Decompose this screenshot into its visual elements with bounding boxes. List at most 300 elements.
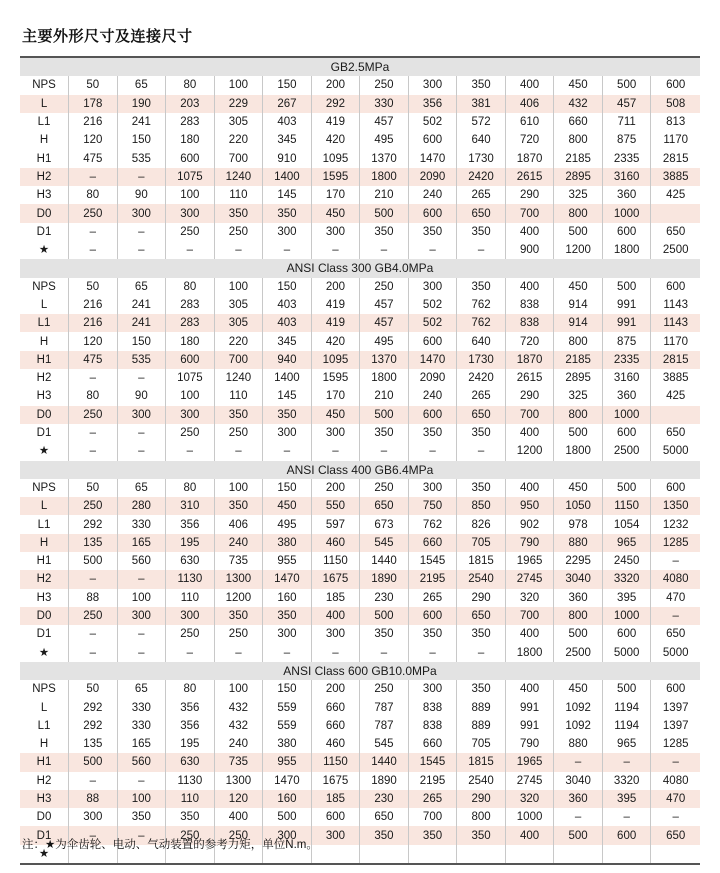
table-cell: 250 (166, 424, 215, 442)
table-cell: 762 (408, 515, 457, 533)
table-cell: 1095 (311, 149, 360, 167)
table-row (20, 223, 700, 241)
table-cell: – (457, 241, 506, 259)
row-label: H (20, 131, 69, 149)
table-cell: 350 (457, 826, 506, 844)
table-cell: 300 (166, 204, 215, 222)
table-cell: 500 (554, 625, 603, 643)
table-cell: 720 (505, 131, 554, 149)
table-cell: 600 (651, 76, 700, 94)
table-cell: 600 (166, 351, 215, 369)
table-cell: 5000 (651, 644, 700, 662)
table-cell: 100 (214, 278, 263, 296)
row-label: H1 (20, 149, 69, 167)
section-title: GB2.5MPa (20, 57, 700, 76)
table-cell: 650 (457, 204, 506, 222)
table-row (20, 497, 700, 515)
table-row (20, 534, 700, 552)
table-cell: – (117, 625, 166, 643)
table-cell: 1675 (311, 570, 360, 588)
table-cell: 185 (311, 589, 360, 607)
table-cell: 700 (408, 808, 457, 826)
table-cell: 250 (360, 479, 409, 497)
table-cell: 395 (602, 790, 651, 808)
table-cell: 650 (360, 497, 409, 515)
table-cell: 300 (117, 204, 166, 222)
table-cell: 1075 (166, 168, 215, 186)
table-row (20, 625, 700, 643)
table-cell: 1800 (360, 369, 409, 387)
row-label: H (20, 332, 69, 350)
table-cell: 330 (360, 95, 409, 113)
table-cell: 1965 (505, 753, 554, 771)
table-cell: 210 (360, 186, 409, 204)
table-cell: 2185 (554, 149, 603, 167)
table-cell: 100 (117, 589, 166, 607)
table-cell: 2895 (554, 168, 603, 186)
table-cell: 160 (263, 589, 312, 607)
dimensions-table (20, 56, 700, 865)
table-cell: 350 (360, 826, 409, 844)
table-cell: 120 (214, 790, 263, 808)
table-cell: 705 (457, 735, 506, 753)
table-cell: – (360, 442, 409, 460)
row-label: D1 (20, 826, 69, 844)
table-cell: 500 (554, 826, 603, 844)
page-title: 主要外形尺寸及连接尺寸 (22, 28, 193, 45)
table-cell: 1170 (651, 332, 700, 350)
table-cell: 965 (602, 534, 651, 552)
row-label: D0 (20, 607, 69, 625)
table-cell: 305 (214, 296, 263, 314)
table-cell: 762 (457, 296, 506, 314)
table-cell: 1150 (602, 497, 651, 515)
table-cell: 1000 (602, 204, 651, 222)
table-row (20, 607, 700, 625)
table-cell: 1470 (263, 772, 312, 790)
table-cell: 110 (166, 589, 215, 607)
table-cell: 1800 (554, 442, 603, 460)
table-cell: 1350 (651, 497, 700, 515)
table-cell: 470 (651, 589, 700, 607)
table-row (20, 168, 700, 186)
table-cell: 940 (263, 351, 312, 369)
table-cell: 902 (505, 515, 554, 533)
table-cell: 450 (263, 497, 312, 515)
table-cell: 991 (602, 314, 651, 332)
table-cell: 1170 (651, 131, 700, 149)
table-cell: 250 (166, 826, 215, 844)
table-cell: 350 (360, 424, 409, 442)
table-cell: 150 (263, 278, 312, 296)
table-cell: 100 (117, 790, 166, 808)
table-cell: 400 (505, 479, 554, 497)
table-cell: 292 (69, 698, 118, 716)
table-cell: 350 (457, 278, 506, 296)
table-cell: 100 (214, 680, 263, 698)
table-row (20, 589, 700, 607)
table-cell: 300 (263, 625, 312, 643)
table-cell: 630 (166, 552, 215, 570)
table-cell: 80 (69, 387, 118, 405)
table-cell: 403 (263, 113, 312, 131)
table-cell: 345 (263, 332, 312, 350)
table-cell: 1200 (505, 442, 554, 460)
table-cell: 3320 (602, 772, 651, 790)
table-cell: – (408, 644, 457, 662)
table-cell: 250 (214, 826, 263, 844)
table-cell: 250 (69, 204, 118, 222)
table-cell: 1815 (457, 753, 506, 771)
table-cell: 600 (651, 680, 700, 698)
row-label: D0 (20, 204, 69, 222)
table-row (20, 204, 700, 222)
table-cell: 350 (360, 625, 409, 643)
table-cell: 185 (311, 790, 360, 808)
table-cell: 180 (166, 131, 215, 149)
table-cell: 457 (602, 95, 651, 113)
row-label: H2 (20, 369, 69, 387)
table-cell: 420 (311, 131, 360, 149)
table-cell: 1440 (360, 552, 409, 570)
table-cell: 265 (408, 790, 457, 808)
table-cell: 991 (505, 698, 554, 716)
table-cell: – (69, 223, 118, 241)
table-cell: 400 (505, 278, 554, 296)
table-cell: 800 (554, 607, 603, 625)
table-cell: 1890 (360, 772, 409, 790)
table-cell: 875 (602, 131, 651, 149)
table-cell: 350 (263, 204, 312, 222)
table-cell: 650 (651, 424, 700, 442)
table-cell: 230 (360, 589, 409, 607)
table-cell: – (311, 241, 360, 259)
table-cell: 195 (166, 534, 215, 552)
table-cell: 640 (457, 332, 506, 350)
table-row (20, 790, 700, 808)
table-cell: 135 (69, 534, 118, 552)
table-cell: 300 (117, 607, 166, 625)
table-cell: 1200 (214, 589, 263, 607)
table-cell: 2815 (651, 351, 700, 369)
table-cell: 1194 (602, 717, 651, 735)
table-row (20, 735, 700, 753)
table-cell: 350 (408, 223, 457, 241)
table-cell: 350 (457, 424, 506, 442)
table-cell: 300 (166, 406, 215, 424)
table-cell: 360 (554, 589, 603, 607)
row-label: L (20, 698, 69, 716)
table-cell: 1890 (360, 570, 409, 588)
table-cell: 950 (505, 497, 554, 515)
table-cell: – (408, 442, 457, 460)
table-cell: 1595 (311, 168, 360, 186)
table-cell: 320 (505, 589, 554, 607)
table-cell: 305 (214, 314, 263, 332)
table-cell: 300 (408, 680, 457, 698)
table-cell: 470 (651, 790, 700, 808)
row-label: H1 (20, 753, 69, 771)
row-label: H2 (20, 570, 69, 588)
table-cell: 500 (554, 424, 603, 442)
table-cell: 500 (360, 607, 409, 625)
table-row (20, 296, 700, 314)
table-cell: 290 (457, 589, 506, 607)
table-cell: – (117, 369, 166, 387)
table-cell: 88 (69, 790, 118, 808)
row-label: NPS (20, 278, 69, 296)
table-cell: 790 (505, 534, 554, 552)
table-cell: 65 (117, 680, 166, 698)
table-cell: 300 (311, 625, 360, 643)
table-cell: 700 (214, 149, 263, 167)
table-cell: 200 (311, 278, 360, 296)
table-cell: 600 (166, 149, 215, 167)
table-cell: 330 (117, 717, 166, 735)
row-label: D1 (20, 223, 69, 241)
table-cell: 889 (457, 698, 506, 716)
table-cell: 660 (311, 698, 360, 716)
table-cell: 3885 (651, 168, 700, 186)
table-cell: 4080 (651, 570, 700, 588)
table-cell: 2745 (505, 772, 554, 790)
table-cell: 2195 (408, 772, 457, 790)
table-cell: 700 (505, 204, 554, 222)
table-cell: 265 (457, 387, 506, 405)
table-cell: – (214, 442, 263, 460)
table-cell: 457 (360, 113, 409, 131)
table-cell: 2745 (505, 570, 554, 588)
table-cell: 450 (311, 204, 360, 222)
table-cell: – (69, 644, 118, 662)
row-label: ★ (20, 644, 69, 662)
table-cell: 300 (69, 808, 118, 826)
table-cell: 350 (457, 76, 506, 94)
table-row (20, 95, 700, 113)
table-cell: 460 (311, 735, 360, 753)
table-cell: 80 (166, 479, 215, 497)
table-cell: 350 (214, 607, 263, 625)
table-cell: 1800 (505, 644, 554, 662)
table-cell: 1143 (651, 314, 700, 332)
table-cell: 110 (166, 790, 215, 808)
row-label: D0 (20, 808, 69, 826)
table-cell: 400 (311, 607, 360, 625)
table-cell: 457 (360, 296, 409, 314)
table-cell: 914 (554, 296, 603, 314)
table-cell: 150 (117, 332, 166, 350)
table-cell: 630 (166, 753, 215, 771)
table-row (20, 515, 700, 533)
table-cell: 230 (360, 790, 409, 808)
table-cell: 2815 (651, 149, 700, 167)
table-cell: 640 (457, 131, 506, 149)
table-cell: 1050 (554, 497, 603, 515)
table-cell: 380 (263, 735, 312, 753)
table-cell: 790 (505, 735, 554, 753)
table-cell: 600 (602, 223, 651, 241)
row-label: ★ (20, 845, 69, 864)
table-cell: 150 (263, 680, 312, 698)
row-label: NPS (20, 76, 69, 94)
table-cell: 1545 (408, 753, 457, 771)
table-cell: 1240 (214, 369, 263, 387)
section-header (20, 662, 700, 680)
section-title: ANSI Class 300 GB4.0MPa (20, 259, 700, 277)
table-cell: 813 (651, 113, 700, 131)
table-cell: 381 (457, 95, 506, 113)
table-cell: 403 (263, 314, 312, 332)
table-cell: 1194 (602, 698, 651, 716)
table-cell: 991 (505, 717, 554, 735)
table-cell: – (651, 753, 700, 771)
table-cell: – (117, 168, 166, 186)
table-cell: 559 (263, 717, 312, 735)
table-cell: 1730 (457, 149, 506, 167)
table-cell: 2500 (602, 442, 651, 460)
table-cell: – (117, 772, 166, 790)
table-cell: – (69, 826, 118, 844)
table-cell: 216 (69, 314, 118, 332)
table-cell: 350 (214, 406, 263, 424)
table-cell: 508 (651, 95, 700, 113)
table-cell: 838 (505, 314, 554, 332)
table-cell: 290 (457, 790, 506, 808)
table-cell: 1285 (651, 735, 700, 753)
section-header (20, 57, 700, 76)
table-cell: 50 (69, 278, 118, 296)
table-row (20, 570, 700, 588)
table-cell: 1000 (505, 808, 554, 826)
table-cell: – (117, 826, 166, 844)
table-cell: 100 (214, 479, 263, 497)
table-cell: 1000 (602, 406, 651, 424)
table-cell: 292 (69, 515, 118, 533)
table-cell: 250 (69, 406, 118, 424)
table-cell: 210 (360, 387, 409, 405)
table-cell: – (214, 241, 263, 259)
table-cell: – (69, 772, 118, 790)
section-header (20, 259, 700, 277)
table-cell: 356 (166, 515, 215, 533)
table-cell: 1150 (311, 753, 360, 771)
table-cell: 1200 (554, 241, 603, 259)
table-cell: 330 (117, 515, 166, 533)
table-cell: 280 (117, 497, 166, 515)
table-cell: 1300 (214, 570, 263, 588)
table-cell: 800 (457, 808, 506, 826)
table-cell: 283 (166, 296, 215, 314)
table-cell: 3040 (554, 772, 603, 790)
table-cell: 2185 (554, 351, 603, 369)
table-cell: 750 (408, 497, 457, 515)
table-cell: 240 (214, 735, 263, 753)
table-cell: 120 (69, 332, 118, 350)
table-cell (360, 845, 409, 864)
table-cell: 1400 (263, 168, 312, 186)
table-row (20, 644, 700, 662)
table-cell: 203 (166, 95, 215, 113)
table-cell: 600 (408, 332, 457, 350)
table-cell: 475 (69, 351, 118, 369)
table-cell: – (166, 644, 215, 662)
table-cell: 1143 (651, 296, 700, 314)
row-label: L (20, 296, 69, 314)
table-cell: 400 (505, 680, 554, 698)
table-cell: 190 (117, 95, 166, 113)
table-cell: 330 (117, 698, 166, 716)
table-cell: 700 (505, 607, 554, 625)
table-cell: 250 (166, 625, 215, 643)
table-cell: 800 (554, 332, 603, 350)
table-cell: 135 (69, 735, 118, 753)
table-cell: 1800 (602, 241, 651, 259)
row-label: H2 (20, 772, 69, 790)
row-label: D0 (20, 406, 69, 424)
table-cell: 1470 (408, 149, 457, 167)
table-cell: 400 (505, 223, 554, 241)
table-cell: 735 (214, 753, 263, 771)
table-cell: 65 (117, 278, 166, 296)
table-cell: 660 (408, 735, 457, 753)
table-cell: 100 (214, 76, 263, 94)
section-header (20, 461, 700, 479)
table-cell: 1815 (457, 552, 506, 570)
table-cell: 735 (214, 552, 263, 570)
table-cell: 1870 (505, 149, 554, 167)
table-cell: 406 (214, 515, 263, 533)
table-cell: – (69, 369, 118, 387)
table-cell: 350 (166, 808, 215, 826)
table-row (20, 149, 700, 167)
table-cell: 400 (505, 424, 554, 442)
table-row (20, 186, 700, 204)
table-cell: 650 (360, 808, 409, 826)
table-cell: 2615 (505, 369, 554, 387)
table-cell: 500 (263, 808, 312, 826)
table-cell: 500 (602, 76, 651, 94)
table-cell: – (554, 753, 603, 771)
table-cell: 200 (311, 680, 360, 698)
table-cell: 965 (602, 735, 651, 753)
row-label: H3 (20, 589, 69, 607)
table-cell: – (651, 607, 700, 625)
table-cell: 310 (166, 497, 215, 515)
table-cell: 80 (166, 680, 215, 698)
table-cell: 350 (457, 479, 506, 497)
table-cell: 425 (651, 186, 700, 204)
table-cell: 1595 (311, 369, 360, 387)
table-cell: 120 (69, 131, 118, 149)
table-cell: 180 (166, 332, 215, 350)
table-cell: 1300 (214, 772, 263, 790)
table-cell: 550 (311, 497, 360, 515)
table-row (20, 76, 700, 94)
row-label: H (20, 534, 69, 552)
table-cell: 500 (360, 406, 409, 424)
table-cell: 450 (554, 680, 603, 698)
table-cell: – (69, 442, 118, 460)
table-cell: 850 (457, 497, 506, 515)
row-label: H3 (20, 387, 69, 405)
table-cell: 178 (69, 95, 118, 113)
table-cell: 432 (214, 717, 263, 735)
table-cell: 1092 (554, 698, 603, 716)
table-cell: 195 (166, 735, 215, 753)
row-label: H2 (20, 168, 69, 186)
table-cell (311, 845, 360, 864)
table-cell: 65 (117, 76, 166, 94)
